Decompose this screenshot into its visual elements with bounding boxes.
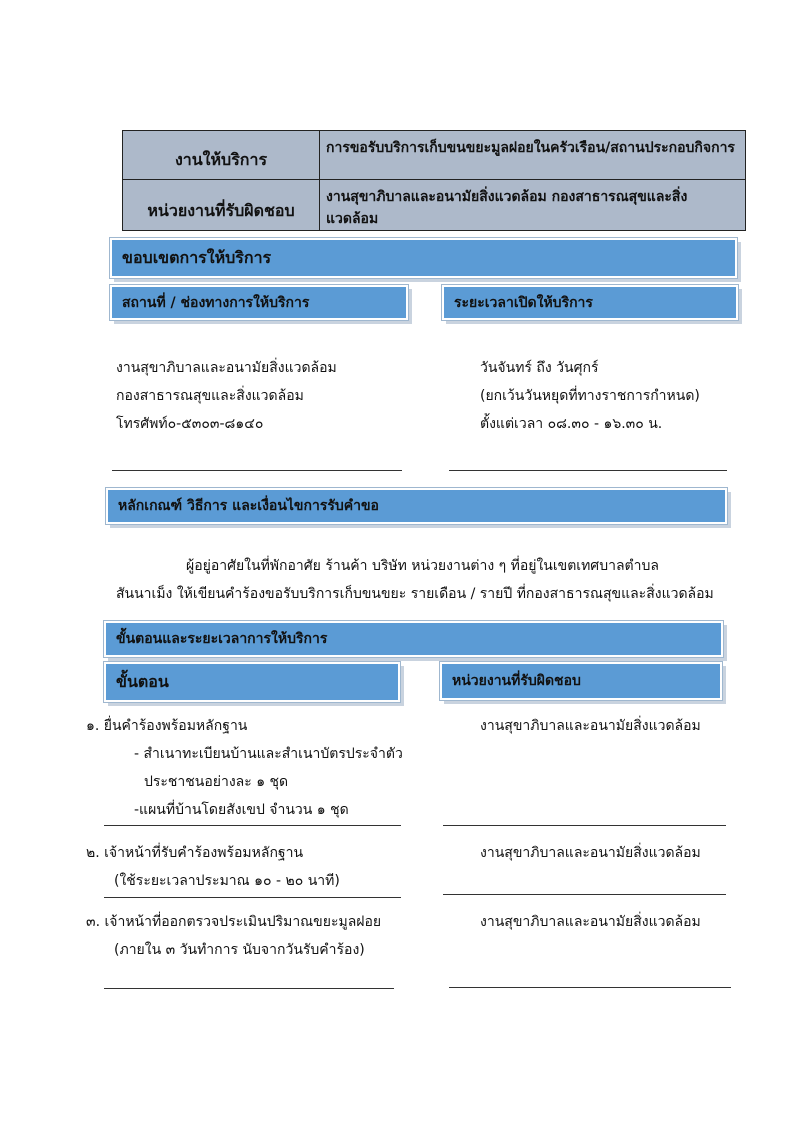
criteria-line-2: สันนาเม็ง ให้เขียนคำร้องขอรับบริการเก็บขนขยะ รายเดือน / รายปี ที่กองสาธารณสุขและสิ่งแวดล้อม	[116, 586, 714, 602]
criteria-line-1: ผู้อยู่อาศัยในที่พักอาศัย ร้านค้า บริษัท หน่วยงานต่าง ๆ ที่อยู่ในเขตเทศบาลตำบล	[186, 558, 659, 574]
divider-step1-right	[443, 825, 726, 826]
service-value: การขอรับบริการเก็บขนขยะมูลฝอยในครัวเรือน/สถานประกอบกิจการ	[320, 131, 746, 180]
step-column-heading: ขั้นตอน	[104, 662, 400, 702]
responsible-column-heading: หน่วยงานที่รับผิดชอบ	[440, 662, 722, 700]
step1-line-2: - สำเนาทะเบียนบ้านและสำเนาบัตรประจำตัว	[134, 746, 403, 762]
place-line-3: โทรศัพท์๐-๕๓๐๓-๘๑๔๐	[116, 416, 264, 432]
service-label: งานให้บริการ	[123, 131, 320, 180]
process-heading: ขั้นตอนและระยะเวลาการให้บริการ	[104, 621, 723, 657]
step1-line-1: ๑. ยื่นคำร้องพร้อมหลักฐาน	[86, 718, 248, 734]
hours-line-1: วันจันทร์ ถึง วันศุกร์	[480, 360, 599, 376]
place-heading: สถานที่ / ช่องทางการให้บริการ	[110, 285, 408, 320]
divider-step2-right	[443, 894, 726, 895]
criteria-heading: หลักเกณฑ์ วิธีการ และเงื่อนไขการรับคำขอ	[106, 488, 727, 524]
step1-responsible: งานสุขาภิบาลและอนามัยสิ่งแวดล้อม	[480, 718, 701, 734]
agency-value: งานสุขาภิบาลและอนามัยสิ่งแวดล้อม กองสาธารณสุขและสิ่งแวดล้อม	[320, 180, 746, 231]
hours-line-3: ตั้งแต่เวลา ๐๘.๓๐ - ๑๖.๓๐ น.	[480, 416, 663, 432]
divider-step3-left	[104, 988, 394, 989]
step2-line-1: ๒. เจ้าหน้าที่รับคำร้องพร้อมหลักฐาน	[86, 845, 304, 861]
divider-step2-left	[104, 897, 401, 898]
step3-line-2: (ภายใน ๓ วันทำการ นับจากวันรับคำร้อง)	[114, 942, 365, 958]
step2-line-2: (ใช้ระยะเวลาประมาณ ๑๐ - ๒๐ นาที)	[114, 873, 340, 889]
hours-heading: ระยะเวลาเปิดให้บริการ	[442, 285, 738, 320]
divider-step1-left	[104, 825, 401, 826]
divider-hours	[449, 470, 727, 471]
hours-line-2: (ยกเว้นวันหยุดที่ทางราชการกำหนด)	[480, 388, 700, 404]
place-line-1: งานสุขาภิบาลและอนามัยสิ่งแวดล้อม	[116, 360, 337, 376]
agency-label: หน่วยงานที่รับผิดชอบ	[123, 180, 320, 231]
divider-step3-right	[449, 987, 731, 988]
step3-responsible: งานสุขาภิบาลและอนามัยสิ่งแวดล้อม	[480, 914, 701, 930]
step1-line-4: -แผนที่บ้านโดยสังเขป จำนวน ๑ ชุด	[134, 802, 349, 818]
divider-place	[112, 470, 402, 471]
scope-heading: ขอบเขตการให้บริการ	[110, 238, 737, 278]
step3-line-1: ๓. เจ้าหน้าที่ออกตรวจประเมินปริมาณขยะมูลฝอย	[86, 914, 382, 930]
place-line-2: กองสาธารณสุขและสิ่งแวดล้อม	[116, 388, 304, 404]
header-table	[122, 130, 746, 231]
step1-line-3: ประชาชนอย่างละ ๑ ชุด	[144, 774, 289, 790]
step2-responsible: งานสุขาภิบาลและอนามัยสิ่งแวดล้อม	[480, 845, 701, 861]
